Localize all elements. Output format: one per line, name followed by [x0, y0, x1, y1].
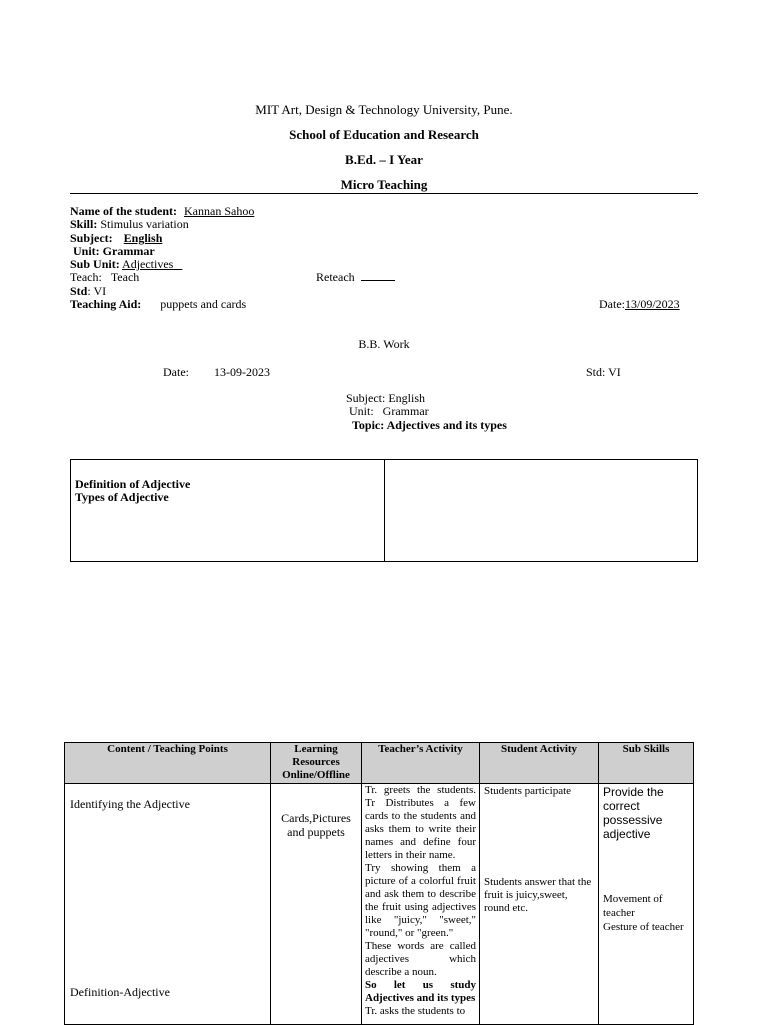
student-name-value: Kannan Sahoo — [184, 204, 255, 218]
bb-box-line-1: Definition of Adjective — [75, 477, 191, 491]
table-header-row — [65, 743, 694, 784]
content-identifying: Identifying the Adjective — [70, 797, 190, 811]
header-content: Content / Teaching Points — [65, 743, 271, 784]
teach-value: Teach — [110, 270, 140, 284]
std-line: Std: VI — [70, 284, 107, 298]
subunit-value: Adjectives — [122, 257, 174, 271]
date-label: Date: — [599, 297, 625, 311]
subject-line — [70, 231, 162, 245]
sub-skill-1: Provide the correct possessive adjective — [603, 785, 664, 841]
teacher-activity-1: Tr. greets the students. Tr Distributes a few cards to the students and asks them to write their names and define four letters in their name. — [365, 784, 476, 861]
lesson-plan-table — [64, 742, 694, 1025]
teaching-aid-value: puppets and cards — [160, 297, 247, 311]
sub-skill-3: Gesture of teacher — [603, 921, 684, 933]
student-activity-1: Students participate — [484, 785, 572, 797]
subject-label: Subject: — [70, 231, 113, 245]
bb-date-value: 13-09-2023 — [214, 365, 270, 379]
bb-subject: Subject: English — [346, 391, 425, 405]
header-rule — [70, 193, 698, 194]
university-name: MIT Art, Design & Technology University, Pune. — [255, 102, 513, 117]
bb-date-label: Date: — [163, 365, 189, 379]
reteach-label: Reteach — [316, 270, 355, 284]
header-teacher-activity: Teacher’s Activity — [362, 743, 480, 784]
content-cell — [65, 784, 271, 1025]
bb-box-line-2: Types of Adjective — [75, 490, 169, 504]
subunit-label: Sub Unit: — [70, 257, 120, 271]
school-name: School of Education and Research — [289, 127, 479, 142]
teacher-activity-5: Tr. asks the students to — [365, 1005, 466, 1017]
std-label: Std — [70, 284, 88, 298]
bb-std: Std: VI — [586, 365, 621, 379]
subunit-line — [70, 257, 182, 271]
course-year: B.Ed. – I Year — [345, 152, 423, 167]
resources-cell: Cards,Pictures and puppets — [271, 784, 362, 1025]
bb-topic: Topic: Adjectives and its types — [352, 418, 507, 432]
teach-line — [70, 270, 139, 284]
skill-value: Stimulus variation — [100, 217, 189, 231]
header-student-activity: Student Activity — [480, 743, 599, 784]
header-sub-skills: Sub Skills — [599, 743, 694, 784]
blackboard-box — [70, 459, 698, 562]
date-value: 13/09/2023 — [625, 297, 680, 311]
blackboard-divider — [384, 460, 385, 561]
teach-label: Teach: — [70, 270, 102, 284]
skill-label: Skill: — [70, 217, 98, 231]
student-name-line: Name of the student: Kannan Sahoo — [70, 204, 255, 218]
student-name-label: Name of the student — [70, 204, 173, 218]
teacher-activity-4: So let us study Adjectives and its types — [365, 979, 476, 1004]
sub-skill-2: Movement of teacher — [603, 893, 663, 919]
bb-unit-line — [349, 404, 429, 418]
bb-unit-label: Unit: — [349, 404, 374, 418]
teacher-activity-cell — [362, 784, 480, 1025]
student-activity-cell — [480, 784, 599, 1025]
student-activity-2: Students answer that the fruit is juicy,sweet, round etc. — [484, 876, 592, 914]
page-title: Micro Teaching — [340, 177, 428, 192]
teacher-activity-3: These words are called adjectives which describe a noun. — [365, 940, 476, 978]
unit-label: Unit: Grammar — [73, 244, 155, 258]
std-value: VI — [93, 284, 107, 298]
bb-work-heading: B.B. Work — [358, 337, 410, 351]
bb-unit-value: Grammar — [382, 404, 429, 418]
teaching-aid-label: Teaching Aid — [70, 297, 138, 311]
header-resources: Learning Resources Online/Offline — [271, 743, 362, 784]
table-row — [65, 784, 694, 1025]
content-definition: Definition-Adjective — [70, 985, 170, 999]
date-line — [599, 297, 680, 311]
sub-skills-cell — [599, 784, 694, 1025]
teacher-activity-2: Try showing them a picture of a colorful fruit and ask them to describe the fruit using adjectives like "juicy," "sweet," "round," or "green." — [365, 862, 476, 939]
subject-value: English — [123, 231, 163, 245]
teaching-aid-line: Teaching Aid: puppets and cards — [70, 297, 247, 311]
skill-line — [70, 217, 189, 231]
reteach-line — [316, 270, 395, 284]
